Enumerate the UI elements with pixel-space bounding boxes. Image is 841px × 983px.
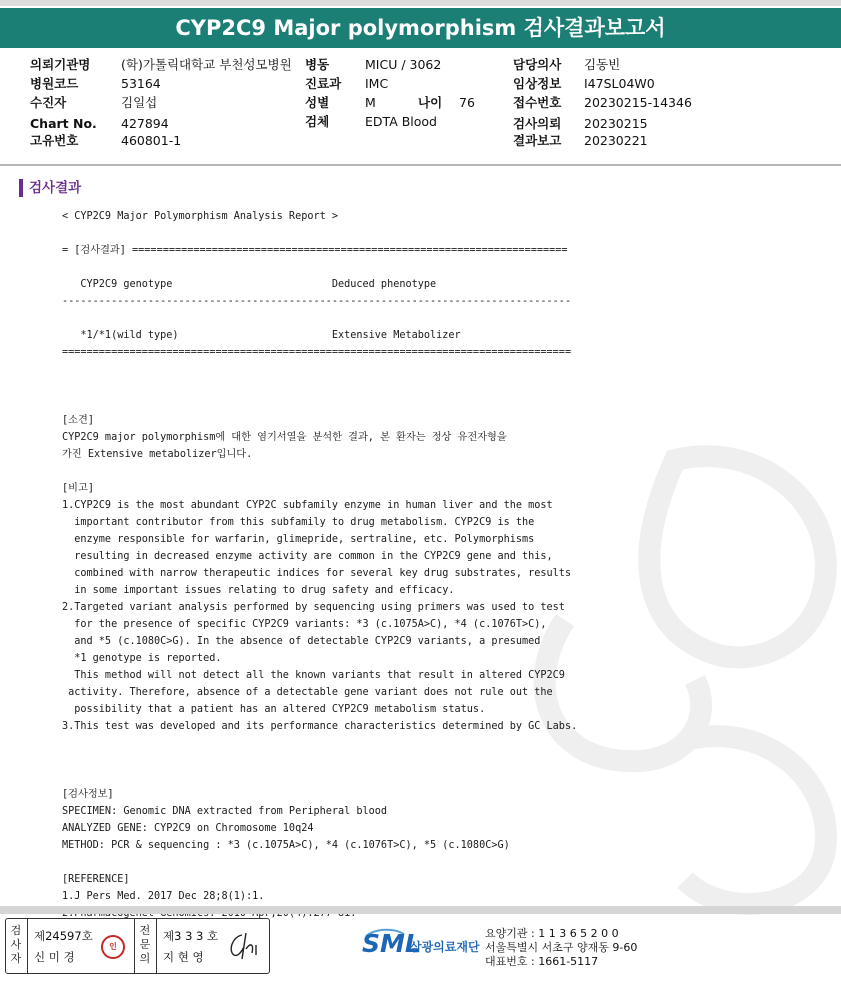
section-marker: [19, 179, 23, 197]
header-divider: [0, 164, 841, 166]
top-strip: [0, 0, 841, 6]
org-code: 요양기관 : 1 1 3 6 5 2 0 0: [485, 927, 619, 940]
clinical-info-value: I47SL04W0: [584, 76, 655, 91]
section-title: 검사결과: [29, 180, 82, 196]
specimen-label: 검체: [305, 114, 330, 129]
report-date-label: 결과보고: [513, 133, 562, 148]
ward-value: MICU / 3062: [365, 57, 442, 72]
report-line: activity. Therefore, absence of a detectable gene variant does not rule out the: [62, 687, 553, 698]
unique-id-label: 고유번호: [30, 133, 79, 148]
report-line: [62, 225, 577, 242]
department-label: 진료과: [305, 76, 342, 91]
report-body: [62, 208, 577, 922]
ward-label: 병동: [305, 57, 330, 72]
chart-no-label: Chart No.: [30, 116, 97, 131]
report-line: resulting in decreased enzyme activity are common in the CYP2C9 gene and this,: [62, 551, 553, 562]
institution-label: 의뢰기관명: [30, 57, 91, 72]
report-line: and *5 (c.1080C>G). In the absence of detectable CYP2C9 variants, a presumed: [62, 636, 541, 647]
signature-icon: [226, 929, 262, 963]
report-line: [62, 854, 577, 871]
hospital-code-label: 병원코드: [30, 76, 79, 91]
doctor-value: 김동빈: [584, 57, 621, 72]
institution-value: (학)가톨릭대학교 부천성모병원: [121, 57, 292, 72]
clinical-info-label: 임상정보: [513, 76, 562, 91]
report-line: 3.This test was developed and its performance characteristics determined by GC Labs.: [62, 721, 578, 732]
organization-info: [485, 927, 637, 969]
report-line: ANALYZED GENE: CYP2C9 on Chromosome 10q24: [62, 823, 314, 834]
report-line: CYP2C9 genotype Deduced phenotype: [62, 279, 437, 290]
unique-id-value: 460801-1: [121, 133, 182, 148]
report-date-value: 20230221: [584, 133, 648, 148]
report-line: for the presence of specific CYP2C9 variants: *3 (c.1075A>C), *4 (c.1076T>C),: [62, 619, 547, 630]
report-line: This method will not detect all the known variants that result in altered CYP2C9: [62, 670, 565, 681]
report-line: 1.J Pers Med. 2017 Dec 28;8(1):1.: [62, 891, 265, 902]
report-title: CYP2C9 Major polymorphism 검사결과보고서: [0, 8, 841, 48]
report-line: *1/*1(wild type) Extensive Metabolizer: [62, 330, 461, 341]
doctor-label: 담당의사: [513, 57, 562, 72]
request-date-label: 검사의뢰: [513, 116, 562, 131]
signature-box: [5, 918, 270, 974]
report-line: [62, 752, 577, 769]
logo-text: SML: [362, 929, 421, 958]
report-line: SPECIMEN: Genomic DNA extracted from Peripheral blood: [62, 806, 388, 817]
report-line: 1.CYP2C9 is the most abundant CYP2C subfamily enzyme in human liver and the most: [62, 500, 553, 511]
tester-name: 신 미 경: [34, 950, 75, 964]
report-line: = [검사결과] =======================================================================: [62, 245, 568, 256]
report-line: -----------------------------------------------------------------------------------: [62, 296, 572, 307]
report-line: [62, 361, 577, 378]
department-value: IMC: [365, 76, 389, 91]
receipt-no-value: 20230215-14346: [584, 95, 692, 110]
patient-label: 수진자: [30, 95, 67, 110]
organization-name: 삼광의료재단: [410, 940, 480, 954]
report-line: combined with narrow therapeutic indices for several key drug substrates, results: [62, 568, 572, 579]
request-date-value: 20230215: [584, 116, 648, 131]
report-line: [62, 769, 577, 786]
org-phone: 대표번호 : 1661-5117: [485, 955, 599, 968]
hospital-code-value: 53164: [121, 76, 161, 91]
patient-value: 김일섭: [121, 95, 158, 110]
org-address: 서울특별시 서초구 양재동 9-60: [485, 941, 638, 954]
report-line: [62, 395, 577, 412]
specimen-value: EDTA Blood: [365, 114, 437, 129]
report-line: CYP2C9 major polymorphism에 대한 염기서열을 분석한 결과, 본 환자는 정상 유전자형을: [62, 432, 507, 443]
report-line: in some important issues relating to drug safety and efficacy.: [62, 585, 455, 596]
report-line: enzyme responsible for warfarin, glimepride, sertraline, etc. Polymorphisms: [62, 534, 535, 545]
report-line: < CYP2C9 Major Polymorphism Analysis Report >: [62, 211, 339, 222]
tester-license-no: 제24597호: [34, 929, 93, 943]
report-line: [62, 378, 577, 395]
report-line: ===================================================================================: [62, 347, 572, 358]
report-line: [소견]: [62, 415, 94, 426]
tester-seal-icon: 인: [101, 935, 125, 959]
specialist-license-no: 제3 3 3 호: [163, 929, 219, 943]
report-line: METHOD: PCR & sequencing : *3 (c.1075A>C), *4 (c.1076T>C), *5 (c.1080C>G): [62, 840, 510, 851]
bottom-strip: [0, 906, 841, 914]
report-line: [62, 310, 577, 327]
age-value: 76: [459, 95, 475, 110]
specialist-name: 지 현 영: [163, 950, 204, 964]
receipt-no-label: 접수번호: [513, 95, 562, 110]
sex-value: M: [365, 95, 376, 110]
age-label: 나이: [418, 95, 443, 110]
report-line: important contributor from this subfamily to drug metabolism. CYP2C9 is the: [62, 517, 535, 528]
report-line: 가진 Extensive metabolizer입니다.: [62, 449, 253, 460]
tester-label: 검 사 자: [10, 924, 22, 965]
report-line: 2.Targeted variant analysis performed by sequencing using primers was used to test: [62, 602, 565, 613]
sex-label: 성별: [305, 95, 330, 110]
report-line: [62, 259, 577, 276]
specialist-label: 전 문 의: [139, 924, 151, 965]
report-line: [검사정보]: [62, 789, 114, 800]
report-line: [REFERENCE]: [62, 874, 130, 885]
report-line: [비고]: [62, 483, 94, 494]
report-line: *1 genotype is reported.: [62, 653, 222, 664]
report-line: possibility that a patient has an altered CYP2C9 metabolism status.: [62, 704, 486, 715]
report-line: [62, 735, 577, 752]
report-line: [62, 463, 577, 480]
chart-no-value: 427894: [121, 116, 169, 131]
